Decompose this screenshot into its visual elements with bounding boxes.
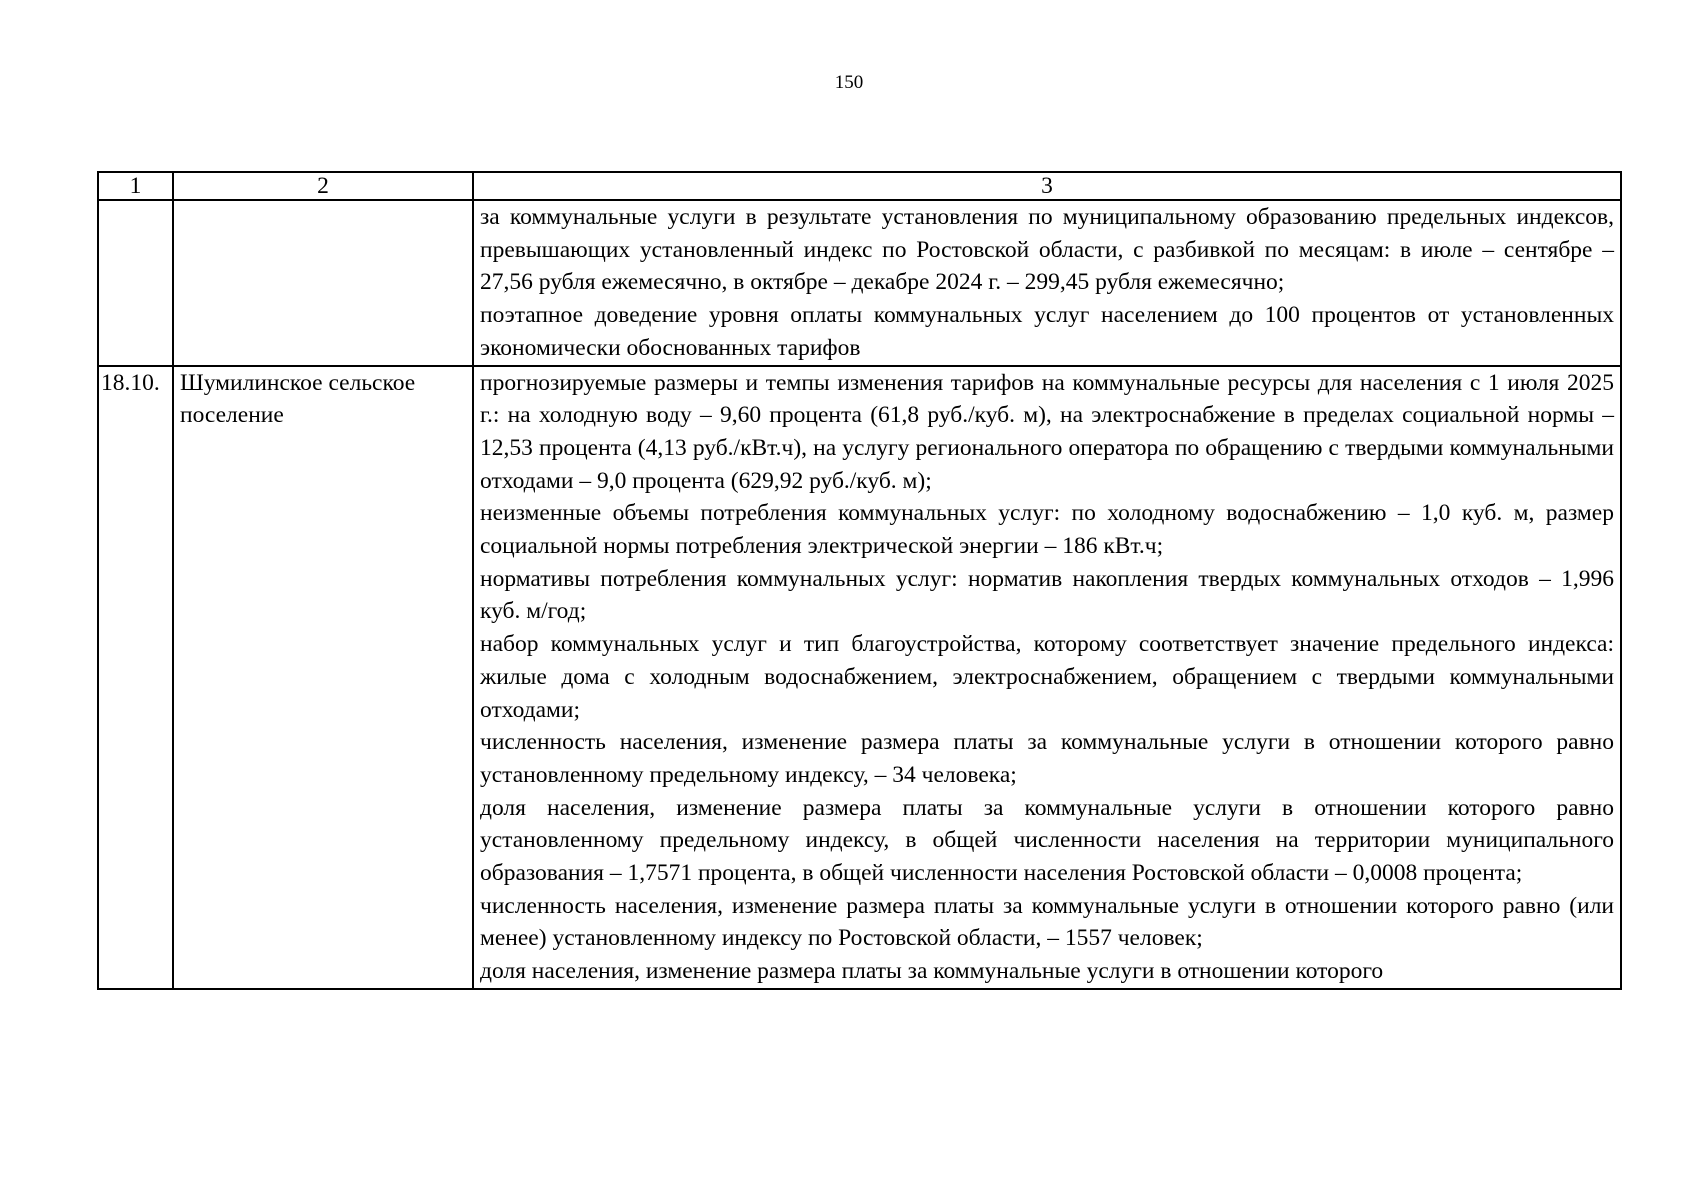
table-header-row [98,172,1621,200]
column-header-1: 1 [98,172,173,200]
content-paragraph: прогнозируемые размеры и темпы изменения тарифов на коммунальные ресурсы для населения с 1 июля 2025 г.: на холодную воду – 9,60 процента (61,8 руб./куб. м), на электроснабжение в пределах социальной нормы – 12,53 процента (4,13 руб./кВт.ч), на услугу регионального оператора по обращению с твердыми коммунальными отходами – 9,0 процента (629,92 руб./куб. м); [480,369,1614,494]
page-number: 150 [834,72,864,93]
row-name-cell: Шумилинское сельское поселение [173,366,473,989]
content-paragraph: численность населения, изменение размера платы за коммунальные услуги в отношении которого равно (или менее) установленному индексу по Ростовской области, – 1557 человек; [480,892,1614,952]
table-row-continuation [98,200,1621,366]
content-paragraph: доля населения, изменение размера платы за коммунальные услуги в отношении которого [480,958,1384,985]
content-paragraph: численность населения, изменение размера платы за коммунальные услуги в отношении которого равно установленному предельному индексу, – 34 человека; [480,729,1614,788]
row-number-cell: 18.10. [98,366,173,989]
content-paragraph: неизменные объемы потребления коммунальных услуг: по холодному водоснабжению – 1,0 куб. м, размер социальной нормы потребления электрической энергии – 186 кВт.ч; [480,500,1614,560]
row-name-cell [173,200,473,366]
column-header-2: 2 [173,172,473,200]
content-paragraph: поэтапное доведение уровня оплаты коммунальных услуг населением до 100 процентов от установленных экономически обоснованных тарифов [480,302,1614,361]
row-content-cell [473,200,1621,366]
table-row-18-10 [98,366,1621,989]
content-paragraph: набор коммунальных услуг и тип благоустройства, которому соответствует значение предельного индекса: жилые дома с холодным водоснабжением, электроснабжением, обращением с твердыми коммунальными отходами; [480,631,1614,723]
document-table [97,171,1622,990]
column-header-3: 3 [473,172,1621,200]
content-paragraph: нормативы потребления коммунальных услуг: норматив накопления твердых коммунальных отходов – 1,996 куб. м/год; [480,565,1614,625]
content-paragraph: доля населения, изменение размера платы за коммунальные услуги в отношении которого равно установленному предельному индексу, в общей численности населения на территории муниципального образования – 1,7571 процента, в общей численности населения Ростовской области – 0,0008 процента; [480,794,1614,887]
content-paragraph: за коммунальные услуги в результате установления по муниципальному образованию предельных индексов, превышающих установленный индекс по Ростовской области, с разбивкой по месяцам: в июле – сентябре – 27,56 рубля ежемесячно, в октябре – декабре 2024 г. – 299,45 рубля ежемесячно; [480,204,1614,296]
row-content-cell [473,366,1621,989]
row-number-cell [98,200,173,366]
